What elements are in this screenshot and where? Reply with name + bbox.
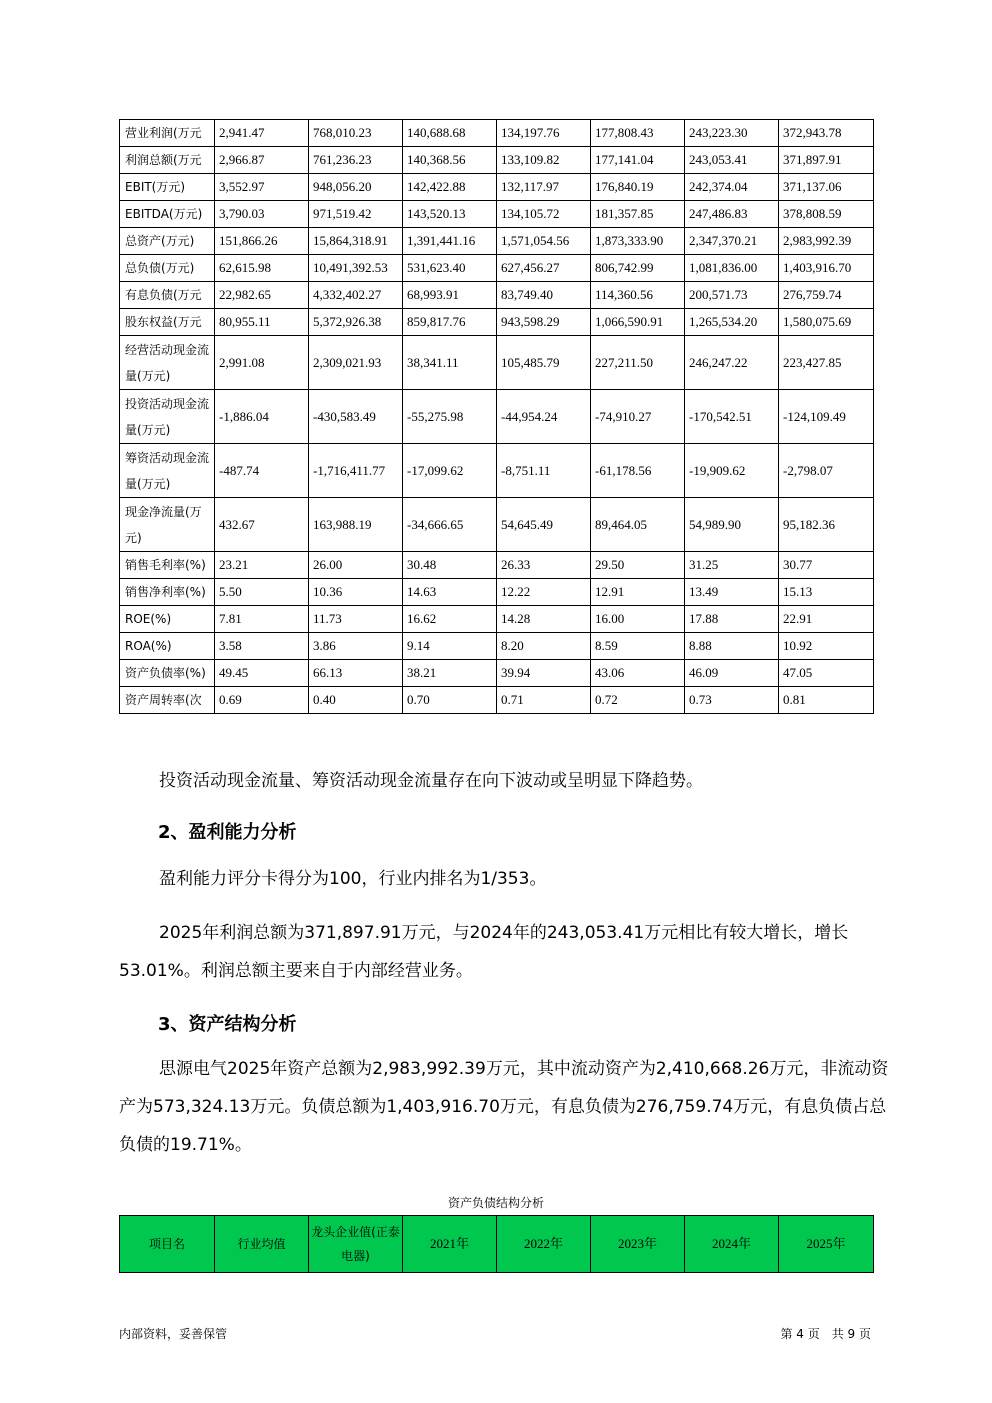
table-cell: 200,571.73 [685,282,779,309]
table-cell: 140,368.56 [403,147,497,174]
table-cell: 12.91 [591,579,685,606]
row-label: 总负债(万元) [120,255,215,282]
row-label: 经营活动现金流量(万元) [120,336,215,390]
cash-flow-trend-paragraph: 投资活动现金流量、筹资活动现金流量存在向下波动或呈明显下降趋势。 [159,771,703,791]
table-cell: -34,666.65 [403,498,497,552]
table-cell: 38.21 [403,660,497,687]
table-cell: 1,571,054.56 [497,228,591,255]
table-cell: 378,808.59 [779,201,874,228]
table-cell: 627,456.27 [497,255,591,282]
table-cell: 247,486.83 [685,201,779,228]
asset-structure-paragraph: 思源电气2025年资产总额为2,983,992.39万元，其中流动资产为2,410,668.26万元，非流动资产为573,324.13万元。负债总额为1,403,916.70万元，有息负债为276,759.74万元，有息负债占总负债的19.71%。 [119,1059,889,1155]
row-label: EBITDA(万元) [120,201,215,228]
table-cell: -55,275.98 [403,390,497,444]
table-cell: 95,182.36 [779,498,874,552]
table-cell: 768,010.23 [309,120,403,147]
table-cell: -430,583.49 [309,390,403,444]
table-cell: 134,105.72 [497,201,591,228]
table-cell: 432.67 [215,498,309,552]
table-cell: 4,332,402.27 [309,282,403,309]
table-cell: 10,491,392.53 [309,255,403,282]
table-cell: -74,910.27 [591,390,685,444]
table-cell: 371,897.91 [779,147,874,174]
table-cell: 10.92 [779,633,874,660]
table-cell: 5,372,926.38 [309,309,403,336]
table-cell: 242,374.04 [685,174,779,201]
table-row [120,687,874,714]
table-cell: 227,211.50 [591,336,685,390]
table-cell: 176,840.19 [591,174,685,201]
table-cell: 948,056.20 [309,174,403,201]
header-year-2022: 2022年 [497,1216,591,1273]
table-cell: 46.09 [685,660,779,687]
table-cell: 15.13 [779,579,874,606]
table-cell: 163,988.19 [309,498,403,552]
table-cell: 1,580,075.69 [779,309,874,336]
row-label: 营业利润(万元 [120,120,215,147]
table-row [120,579,874,606]
row-label: 筹资活动现金流量(万元) [120,444,215,498]
table-cell: 223,427.85 [779,336,874,390]
header-year-2025: 2025年 [779,1216,874,1273]
table-cell: 943,598.29 [497,309,591,336]
table-row [120,633,874,660]
table-cell: -2,798.07 [779,444,874,498]
table-cell: 2,966.87 [215,147,309,174]
table-cell: 132,117.97 [497,174,591,201]
table-cell: 89,464.05 [591,498,685,552]
row-label: 股东权益(万元 [120,309,215,336]
table-cell: 177,141.04 [591,147,685,174]
table-cell: 49.45 [215,660,309,687]
table-cell: 22,982.65 [215,282,309,309]
row-label: 现金净流量(万元) [120,498,215,552]
table-cell: 2,941.47 [215,120,309,147]
table-cell: -44,954.24 [497,390,591,444]
table-cell: 3,552.97 [215,174,309,201]
table-cell: -124,109.49 [779,390,874,444]
row-label: 投资活动现金流量(万元) [120,390,215,444]
table-cell: 971,519.42 [309,201,403,228]
row-label: ROA(%) [120,633,215,660]
table-cell: 16.00 [591,606,685,633]
profit-total-paragraph: 2025年利润总额为371,897.91万元，与2024年的243,053.41万元相比有较大增长，增长53.01%。利润总额主要来自于内部经营业务。 [119,923,849,981]
profitability-heading: 2、盈利能力分析 [158,822,297,843]
table-row [120,498,874,552]
table-row [120,552,874,579]
table-cell: 13.49 [685,579,779,606]
table-cell: 14.28 [497,606,591,633]
table-cell: 54,989.90 [685,498,779,552]
table-cell: 9.14 [403,633,497,660]
table-cell: 38,341.11 [403,336,497,390]
table-cell: 12.22 [497,579,591,606]
financial-indicators-table [119,119,874,714]
table-row [120,174,874,201]
table-cell: 15,864,318.91 [309,228,403,255]
table-cell: 29.50 [591,552,685,579]
table-cell: 372,943.78 [779,120,874,147]
table-cell: 2,309,021.93 [309,336,403,390]
table-row [120,309,874,336]
structure-header-row [120,1216,874,1273]
header-year-2021: 2021年 [403,1216,497,1273]
table-cell: 371,137.06 [779,174,874,201]
table-row [120,606,874,633]
header-leader-value: 龙头企业值(正泰电器) [309,1216,403,1273]
table-row [120,390,874,444]
table-cell: 0.73 [685,687,779,714]
table-cell: 0.40 [309,687,403,714]
table-cell: 11.73 [309,606,403,633]
table-cell: 22.91 [779,606,874,633]
table-cell: 1,873,333.90 [591,228,685,255]
table-cell: 531,623.40 [403,255,497,282]
table-cell: 66.13 [309,660,403,687]
row-label: EBIT(万元) [120,174,215,201]
table-cell: 26.00 [309,552,403,579]
table-cell: 3.86 [309,633,403,660]
table-row [120,228,874,255]
table-cell: 23.21 [215,552,309,579]
table-cell: 1,066,590.91 [591,309,685,336]
row-label: 销售净利率(%) [120,579,215,606]
table-row [120,147,874,174]
table-cell: 276,759.74 [779,282,874,309]
table-cell: 7.81 [215,606,309,633]
table-cell: 30.77 [779,552,874,579]
table-cell: 181,357.85 [591,201,685,228]
table-cell: -487.74 [215,444,309,498]
table-cell: 761,236.23 [309,147,403,174]
row-label: 有息负债(万元 [120,282,215,309]
table-cell: -61,178.56 [591,444,685,498]
header-year-2023: 2023年 [591,1216,685,1273]
table-cell: 133,109.82 [497,147,591,174]
row-label: ROE(%) [120,606,215,633]
table-cell: 14.63 [403,579,497,606]
table-cell: 0.69 [215,687,309,714]
table-cell: 31.25 [685,552,779,579]
header-item-name: 项目名 [120,1216,215,1273]
asset-liability-structure-table [119,1215,874,1273]
table-cell: 243,223.30 [685,120,779,147]
table-cell: 0.72 [591,687,685,714]
table-cell: -1,886.04 [215,390,309,444]
row-label: 总资产(万元) [120,228,215,255]
table-cell: 246,247.22 [685,336,779,390]
table-cell: 43.06 [591,660,685,687]
table-cell: 68,993.91 [403,282,497,309]
table-cell: -17,099.62 [403,444,497,498]
table-cell: 142,422.88 [403,174,497,201]
table-cell: 16.62 [403,606,497,633]
table-row [120,201,874,228]
table-cell: -1,716,411.77 [309,444,403,498]
header-industry-average: 行业均值 [215,1216,309,1273]
table-cell: 3,790.03 [215,201,309,228]
table-cell: 114,360.56 [591,282,685,309]
table-cell: 39.94 [497,660,591,687]
table-row [120,336,874,390]
row-label: 销售毛利率(%) [120,552,215,579]
table-cell: 1,391,441.16 [403,228,497,255]
table-row [120,255,874,282]
table-cell: 151,866.26 [215,228,309,255]
table-cell: 83,749.40 [497,282,591,309]
table-row [120,660,874,687]
table-cell: 177,808.43 [591,120,685,147]
table-cell: 0.81 [779,687,874,714]
table-cell: 2,983,992.39 [779,228,874,255]
table-cell: 806,742.99 [591,255,685,282]
table-cell: 8.20 [497,633,591,660]
table-cell: 30.48 [403,552,497,579]
table-cell: -19,909.62 [685,444,779,498]
footer-confidential-note: 内部资料，妥善保管 [119,1327,228,1341]
table-row [120,120,874,147]
table-cell: 3.58 [215,633,309,660]
table-row [120,282,874,309]
row-label: 资产负债率(%) [120,660,215,687]
table-cell: 47.05 [779,660,874,687]
table-cell: 243,053.41 [685,147,779,174]
table-cell: 1,265,534.20 [685,309,779,336]
table-cell: 143,520.13 [403,201,497,228]
table-cell: 2,991.08 [215,336,309,390]
table-cell: 62,615.98 [215,255,309,282]
table-cell: 859,817.76 [403,309,497,336]
table-cell: 8.59 [591,633,685,660]
table-cell: 17.88 [685,606,779,633]
table-cell: 2,347,370.21 [685,228,779,255]
table-cell: -170,542.51 [685,390,779,444]
table-cell: 8.88 [685,633,779,660]
table-cell: 1,403,916.70 [779,255,874,282]
table-cell: 5.50 [215,579,309,606]
table-cell: 105,485.79 [497,336,591,390]
structure-table-title: 资产负债结构分析 [447,1196,544,1210]
profitability-score-paragraph: 盈利能力评分卡得分为100，行业内排名为1/353。 [159,869,547,889]
table-cell: 0.70 [403,687,497,714]
row-label: 资产周转率(次 [120,687,215,714]
header-year-2024: 2024年 [685,1216,779,1273]
table-cell: 80,955.11 [215,309,309,336]
row-label: 利润总额(万元 [120,147,215,174]
table-cell: 26.33 [497,552,591,579]
table-cell: 140,688.68 [403,120,497,147]
table-cell: 0.71 [497,687,591,714]
table-cell: -8,751.11 [497,444,591,498]
table-cell: 134,197.76 [497,120,591,147]
table-cell: 1,081,836.00 [685,255,779,282]
table-cell: 10.36 [309,579,403,606]
table-row [120,444,874,498]
table-cell: 54,645.49 [497,498,591,552]
asset-structure-heading: 3、资产结构分析 [158,1014,297,1035]
footer-page-number: 第 4 页 共 9 页 [780,1327,871,1341]
